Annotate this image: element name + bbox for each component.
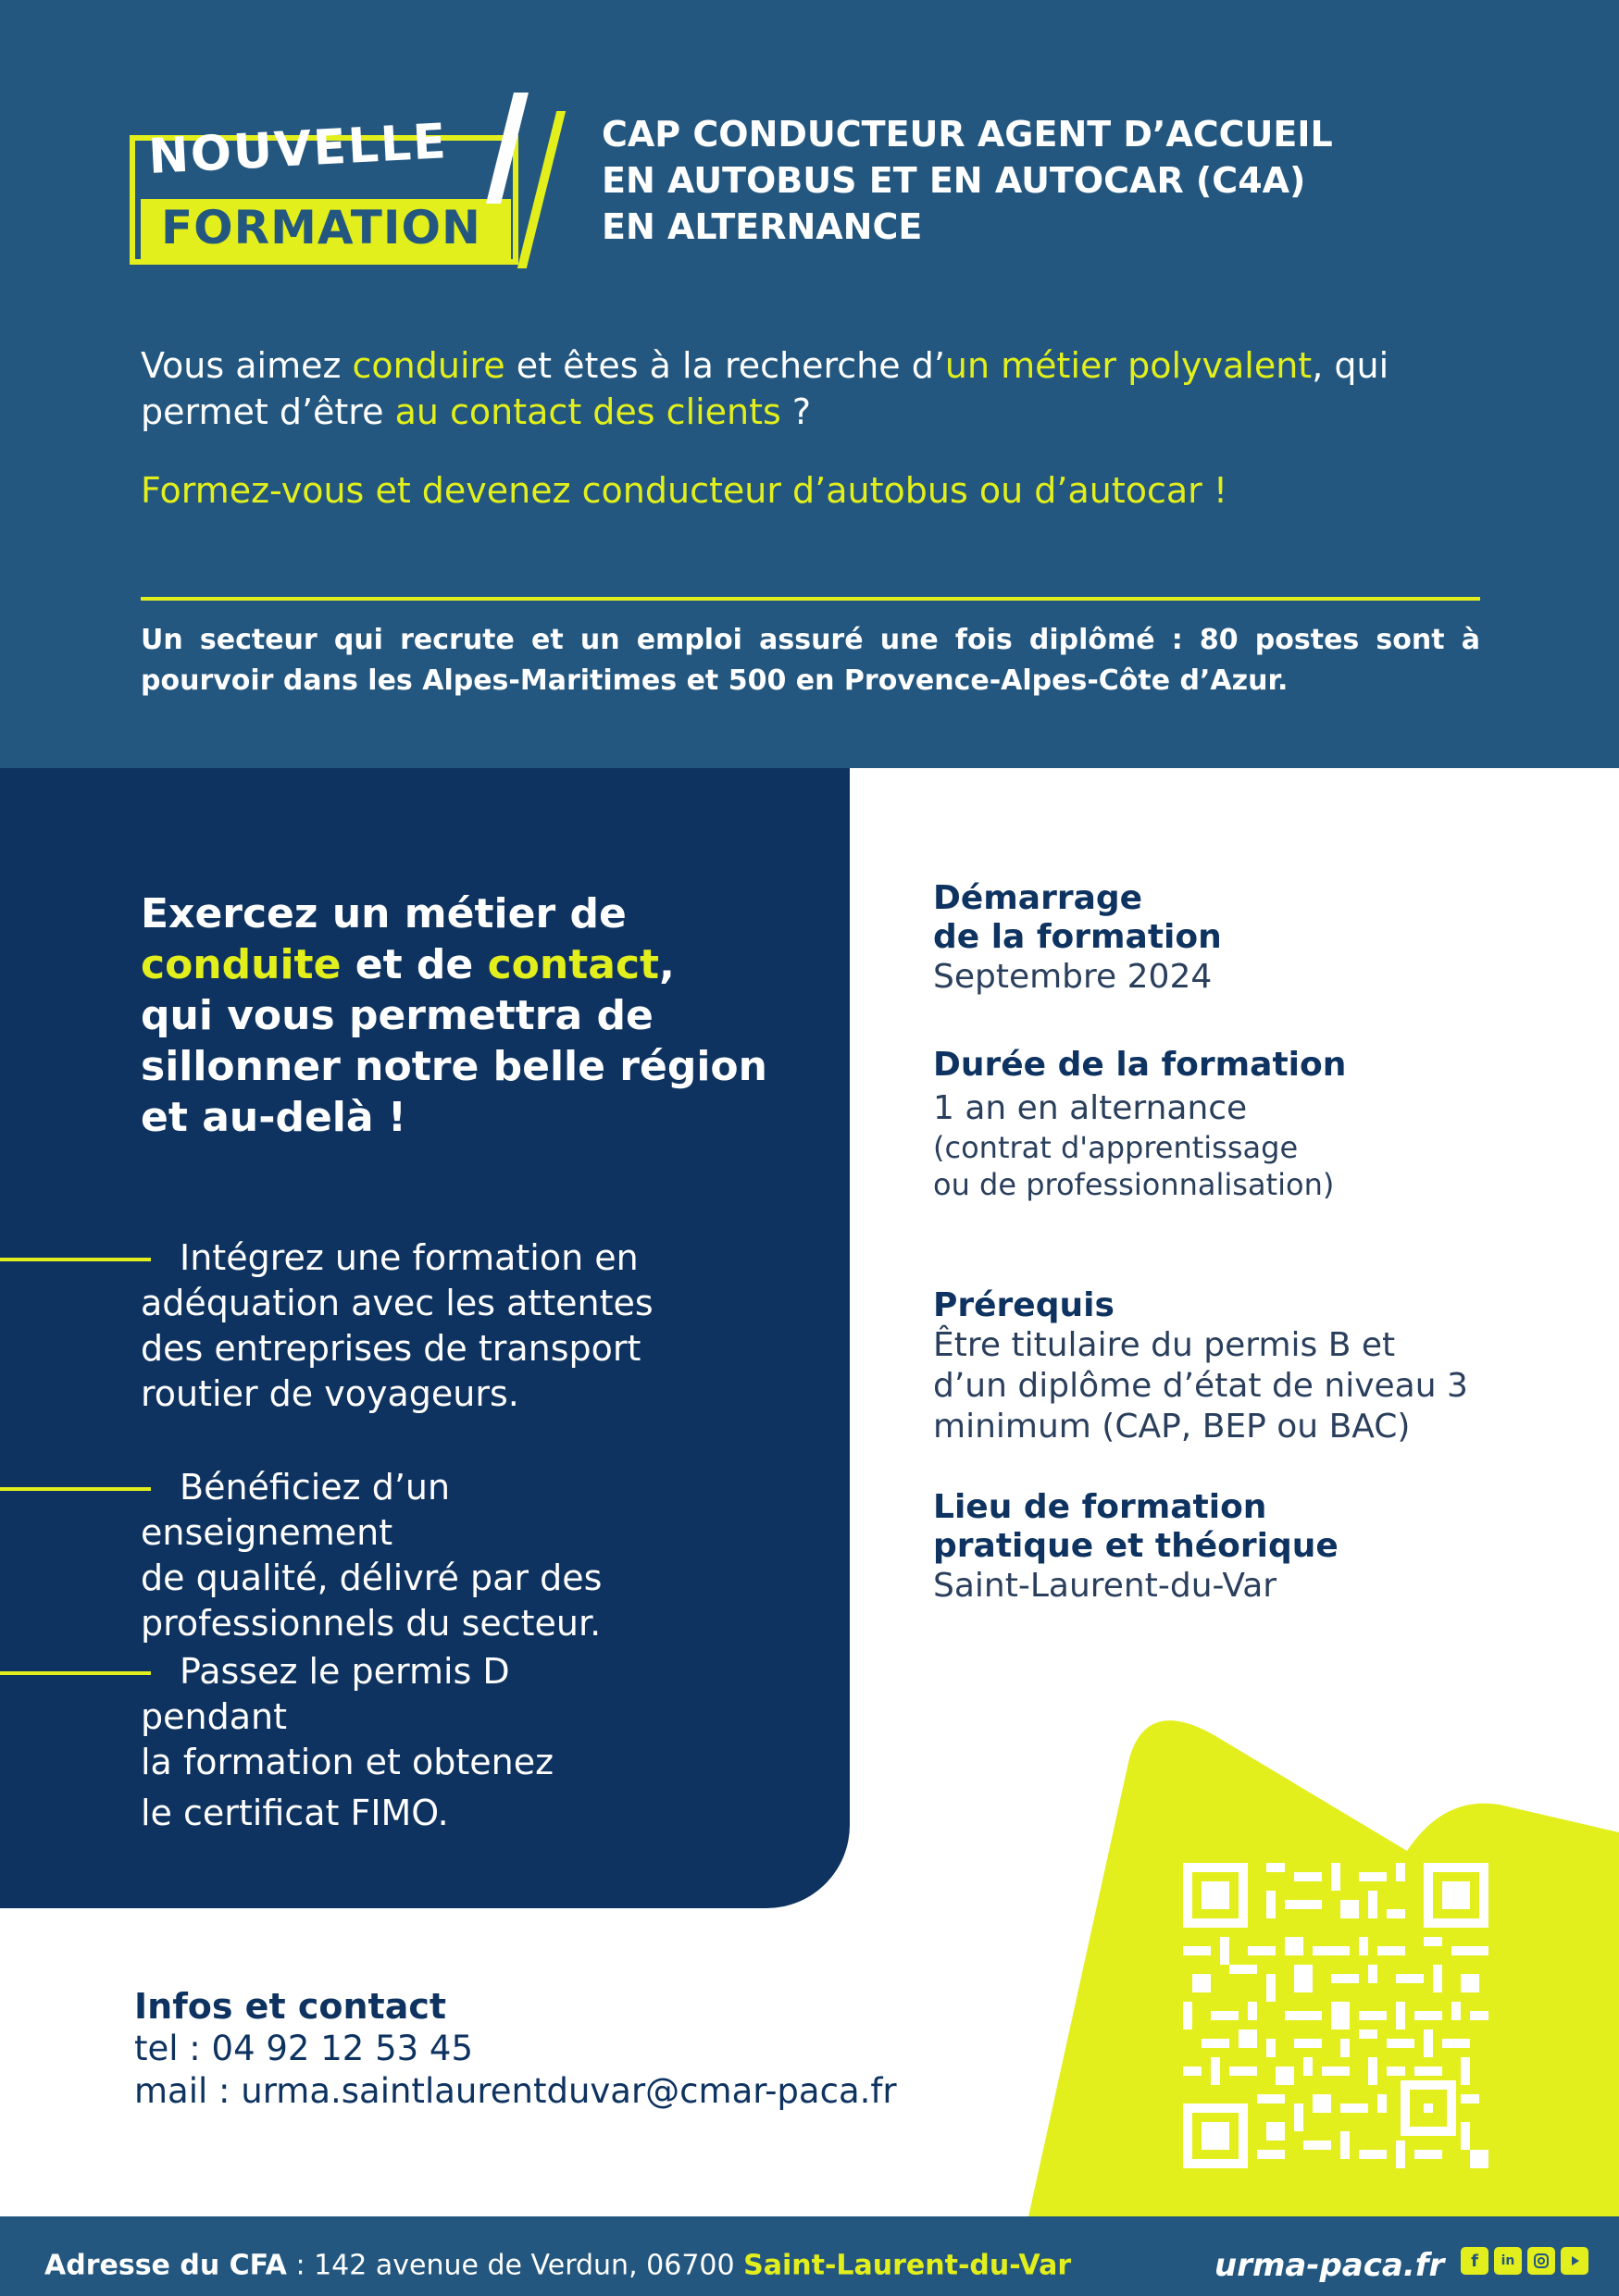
benefit-marker bbox=[0, 1487, 151, 1491]
location-value: Saint-Laurent-du-Var bbox=[933, 1567, 1277, 1605]
start-heading-2: de la formation bbox=[933, 918, 1222, 956]
facebook-icon[interactable]: f bbox=[1461, 2247, 1488, 2275]
benefit-line: routier de voyageurs. bbox=[141, 1373, 519, 1414]
benefit-marker bbox=[0, 1258, 151, 1261]
address-label: Adresse du CFA bbox=[44, 2249, 287, 2282]
social-links bbox=[1461, 2247, 1588, 2284]
pitch-line-3: qui vous permettra de bbox=[141, 992, 654, 1039]
sector-statement: Un secteur qui recrute et un emploi assuré une fois diplômé : 80 postes sont à pourvoir dans les Alpes-Maritimes et 500 en Provence-Alpes-Côte d’Azur. bbox=[141, 624, 1480, 697]
benefit-text bbox=[141, 1649, 666, 1836]
intro-text-4: ? bbox=[780, 391, 812, 432]
benefit-text bbox=[141, 1465, 666, 1646]
prereq-line-2: d’un diplôme d’état de niveau 3 bbox=[933, 1367, 1468, 1405]
benefit-line bbox=[141, 1465, 666, 1556]
benefit-line-text: Bénéficiez d’un enseignement bbox=[141, 1467, 451, 1553]
benefit-line: des entreprises de transport bbox=[141, 1328, 641, 1369]
badge-slash-yellow bbox=[517, 111, 566, 268]
benefit-line-text: Intégrez une formation en bbox=[180, 1237, 639, 1278]
course-title bbox=[602, 111, 1527, 250]
duration-note-2: ou de professionnalisation) bbox=[933, 1167, 1335, 1202]
contact-heading: Infos et contact bbox=[134, 1986, 447, 2027]
prereq-line-3: minimum (CAP, BEP ou BAC) bbox=[933, 1408, 1411, 1446]
contact-email[interactable]: mail : urma.saintlaurentduvar@cmar-paca.fr bbox=[134, 2071, 897, 2111]
pitch-highlight-2: contact bbox=[487, 941, 660, 988]
intro-text-3: , qui permet d’être bbox=[141, 345, 1389, 432]
pitch-text-2: et de bbox=[341, 941, 488, 988]
address-city: Saint-Laurent-du-Var bbox=[743, 2249, 1072, 2282]
intro-highlight-3: au contact des clients bbox=[394, 391, 781, 432]
intro-text-2: et êtes à la recherche d’ bbox=[504, 345, 945, 386]
badge-line-2: FORMATION bbox=[161, 201, 481, 254]
benefit-line: adéquation avec les attentes bbox=[141, 1283, 654, 1323]
benefit-line: la formation et obtenez bbox=[141, 1742, 554, 1782]
intro-highlight-2: un métier polyvalent bbox=[944, 345, 1313, 386]
prereq-line-1: Être titulaire du permis B et bbox=[933, 1326, 1396, 1364]
duration-block bbox=[933, 1046, 1581, 1203]
pitch-line-2 bbox=[141, 939, 807, 990]
instagram-icon[interactable] bbox=[1527, 2247, 1555, 2275]
call-to-action: Formez-vous et devenez conducteur d’autobus ou d’autocar ! bbox=[141, 470, 1228, 511]
intro-paragraph bbox=[141, 342, 1492, 435]
divider bbox=[141, 597, 1480, 601]
contact-phone[interactable]: tel : 04 92 12 53 45 bbox=[134, 2029, 473, 2068]
course-title-line-3: EN ALTERNANCE bbox=[602, 206, 923, 247]
pitch-line-1: Exercez un métier de bbox=[141, 890, 627, 937]
pitch-line-4: sillonner notre belle région bbox=[141, 1043, 767, 1090]
start-value: Septembre 2024 bbox=[933, 958, 1213, 996]
new-course-badge bbox=[130, 93, 565, 278]
pitch-heading bbox=[141, 888, 807, 1143]
prerequisites-block bbox=[933, 1286, 1581, 1447]
qr-code[interactable] bbox=[1183, 1863, 1488, 2168]
benefit-line: le certificat FIMO. bbox=[141, 1793, 449, 1833]
location-block bbox=[933, 1488, 1581, 1607]
benefit-line bbox=[141, 1235, 654, 1281]
intro-highlight-1: conduire bbox=[352, 345, 505, 386]
website-link[interactable]: urma-paca.fr bbox=[1214, 2247, 1445, 2284]
benefit-text bbox=[141, 1235, 654, 1417]
prereq-heading: Prérequis bbox=[933, 1286, 1115, 1324]
start-date-block bbox=[933, 879, 1581, 998]
contact-block bbox=[134, 1985, 897, 2113]
address-separator: : bbox=[286, 2249, 315, 2282]
cfa-address bbox=[44, 2250, 1071, 2282]
intro-text-1: Vous aimez bbox=[141, 345, 353, 386]
badge-line-1: NOUVELLE bbox=[146, 114, 450, 185]
duration-heading: Durée de la formation bbox=[933, 1046, 1347, 1084]
course-title-line-2: EN AUTOBUS ET EN AUTOCAR (C4A) bbox=[602, 160, 1306, 201]
benefit-line: de qualité, délivré par des bbox=[141, 1558, 603, 1598]
location-heading-2: pratique et théorique bbox=[933, 1527, 1339, 1565]
start-heading-1: Démarrage bbox=[933, 879, 1143, 917]
benefit-line bbox=[141, 1649, 666, 1740]
pitch-highlight-1: conduite bbox=[141, 941, 342, 988]
course-title-line-1: CAP CONDUCTEUR AGENT D’ACCUEIL bbox=[602, 114, 1333, 155]
benefit-line-text: Passez le permis D pendant bbox=[141, 1651, 510, 1737]
pitch-line-5: et au-delà ! bbox=[141, 1094, 406, 1141]
location-heading-1: Lieu de formation bbox=[933, 1488, 1267, 1526]
pitch-text-3: , bbox=[659, 941, 675, 988]
benefit-marker bbox=[0, 1671, 151, 1675]
linkedin-icon[interactable]: in bbox=[1494, 2247, 1522, 2275]
youtube-icon[interactable] bbox=[1561, 2247, 1588, 2275]
duration-value: 1 an en alternance bbox=[933, 1089, 1248, 1127]
duration-note-1: (contrat d'apprentissage bbox=[933, 1130, 1299, 1165]
benefit-line: professionnels du secteur. bbox=[141, 1603, 602, 1644]
address-street: 142 avenue de Verdun, 06700 bbox=[314, 2249, 744, 2282]
